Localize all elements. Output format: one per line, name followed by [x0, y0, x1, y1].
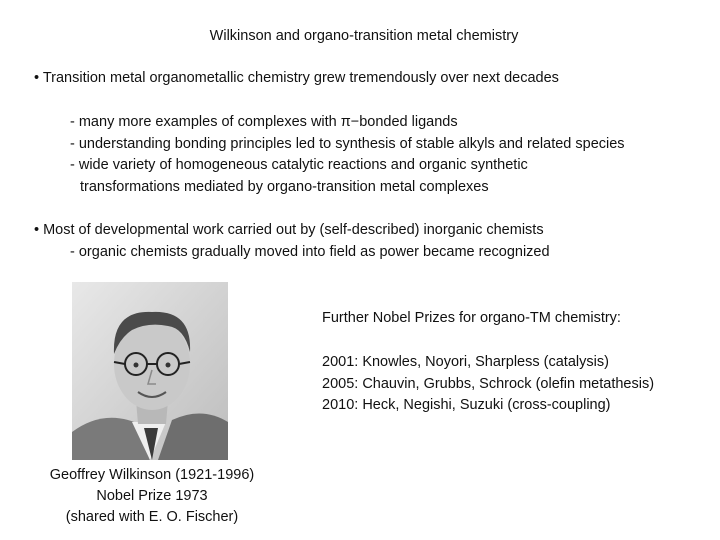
- caption-name: Geoffrey Wilkinson (1921-1996): [49, 467, 255, 483]
- subitem-catalytic-reactions-cont: transformations mediated by organo-transition metal complexes: [80, 179, 489, 195]
- nobel-2010: 2010: Heck, Negishi, Suzuki (cross-coupling): [322, 397, 611, 413]
- wilkinson-portrait: [72, 282, 228, 460]
- subitem-pi-bonded: - many more examples of complexes with π−bonded ligands: [70, 114, 458, 130]
- bullet-inorganic-chemists: • Most of developmental work carried out by (self-described) inorganic chemists: [34, 222, 544, 238]
- subitem-bonding-principles: - understanding bonding principles led to synthesis of stable alkyls and related species: [70, 136, 625, 152]
- slide-title: Wilkinson and organo-transition metal chemistry: [209, 28, 519, 44]
- nobel-heading: Further Nobel Prizes for organo-TM chemistry:: [322, 310, 621, 326]
- nobel-2001: 2001: Knowles, Noyori, Sharpless (catalysis): [322, 354, 609, 370]
- caption-prize: Nobel Prize 1973: [96, 488, 208, 504]
- subitem-organic-chemists: - organic chemists gradually moved into field as power became recognized: [70, 244, 550, 260]
- portrait-caption: [22, 465, 282, 528]
- nobel-list: [322, 352, 654, 417]
- bullet-growth: • Transition metal organometallic chemistry grew tremendously over next decades: [34, 70, 559, 86]
- nobel-2005: 2005: Chauvin, Grubbs, Schrock (olefin metathesis): [322, 375, 655, 392]
- caption-shared: (shared with E. O. Fischer): [65, 509, 239, 525]
- subitem-catalytic-reactions: - wide variety of homogeneous catalytic reactions and organic synthetic: [70, 157, 528, 173]
